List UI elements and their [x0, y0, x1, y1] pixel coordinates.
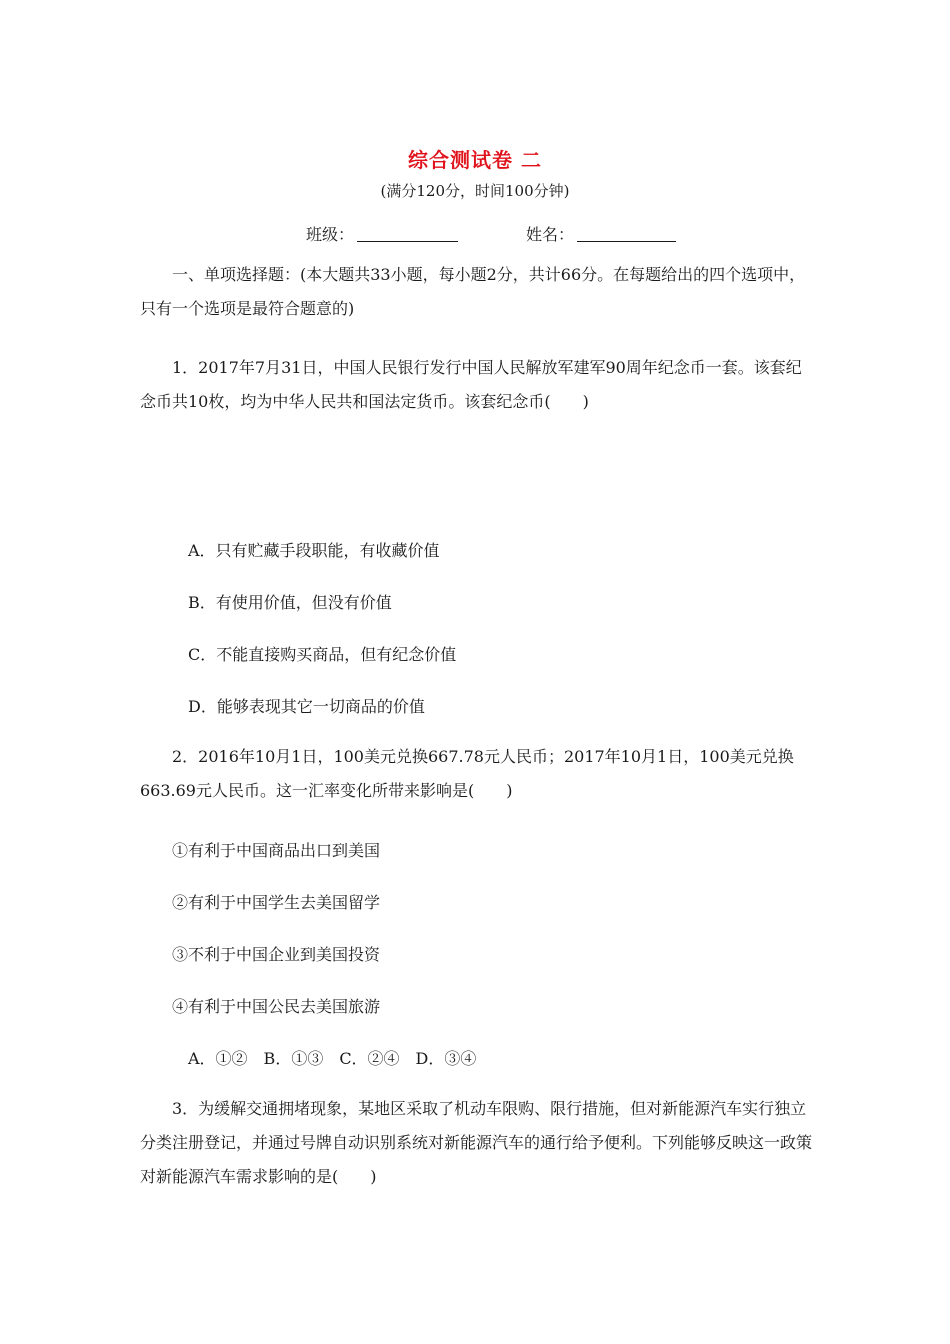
question-1-stem: 1．2017年7月31日，中国人民银行发行中国人民解放军建军90周年纪念币一套。该套纪念币共10枚，均为中华人民共和国法定货币。该套纪念币( )	[140, 358, 802, 411]
question-2-item-2: ②有利于中国学生去美国留学	[172, 893, 381, 912]
exam-subtitle: (满分120分，时间100分钟)	[380, 182, 570, 200]
question-1-option-a: A．只有贮藏手段职能，有收藏价值	[188, 541, 440, 560]
question-1-option-d: D．能够表现其它一切商品的价值	[188, 697, 425, 716]
question-1-option-b: B．有使用价值，但没有价值	[188, 593, 392, 612]
question-2-item-4: ④有利于中国公民去美国旅游	[172, 997, 381, 1016]
question-1-option-c: C．不能直接购买商品，但有纪念价值	[188, 645, 457, 664]
question-3-stem: 3．为缓解交通拥堵现象，某地区采取了机动车限购、限行措施，但对新能源汽车实行独立分类注册登记，并通过号牌自动识别系统对新能源汽车的通行给予便利。下列能够反映这一政策对新能源汽车需求影响的是( )	[140, 1099, 813, 1186]
question-2-item-1: ①有利于中国商品出口到美国	[172, 841, 381, 860]
question-2-item-3: ③不利于中国企业到美国投资	[172, 945, 381, 964]
student-info-row	[0, 222, 950, 246]
exam-title: 综合测试卷 二	[408, 148, 542, 172]
name-label: 姓名：	[526, 225, 575, 244]
name-blank[interactable]	[577, 241, 676, 242]
question-2-stem: 2．2016年10月1日，100美元兑换667.78元人民币；2017年10月1日，100美元兑换663.69元人民币。这一汇率变化所带来影响是( )	[140, 747, 794, 800]
class-label: 班级：	[306, 225, 355, 244]
section-heading: 一、单项选择题：(本大题共33小题，每小题2分，共计66分。在每题给出的四个选项中，只有一个选项是最符合题意的)	[140, 265, 806, 318]
question-2-options: A．①② B．①③ C．②④ D．③④	[188, 1049, 477, 1068]
class-blank[interactable]	[357, 241, 458, 242]
